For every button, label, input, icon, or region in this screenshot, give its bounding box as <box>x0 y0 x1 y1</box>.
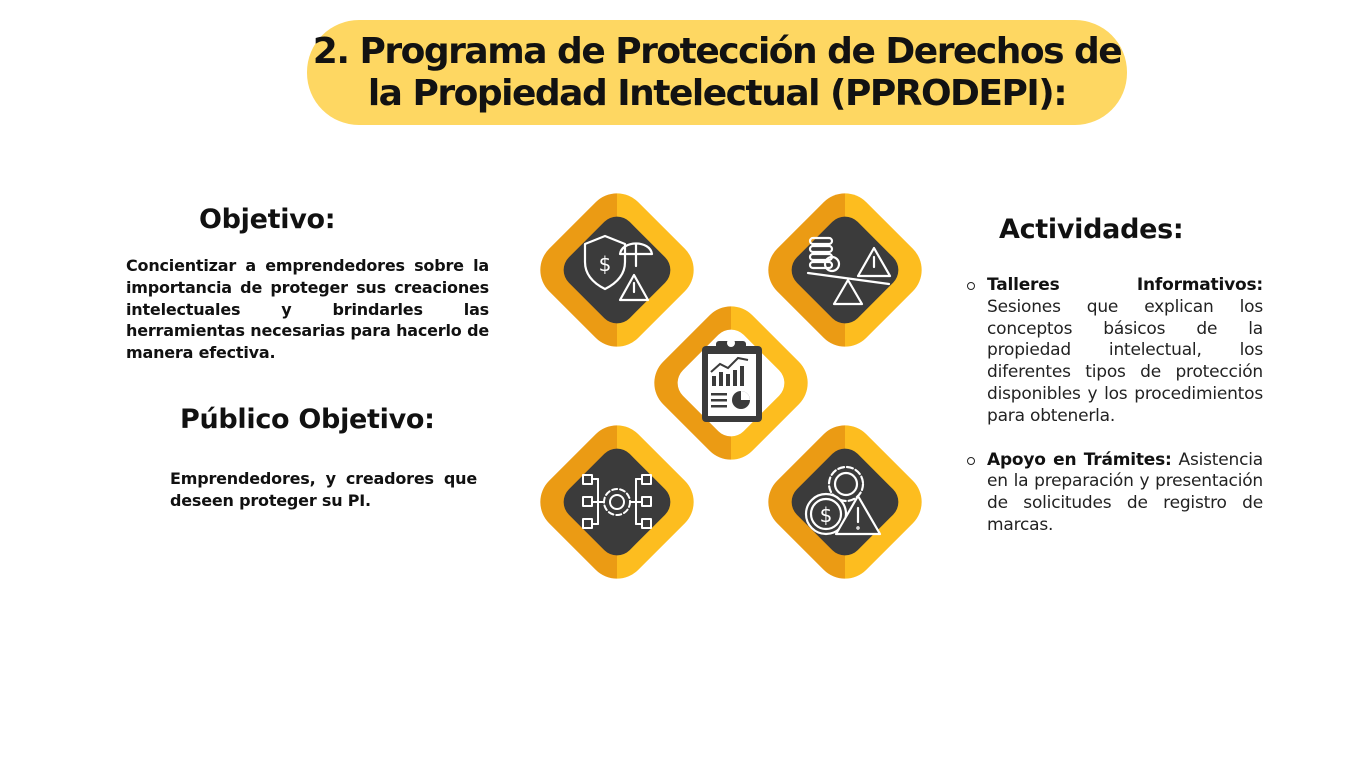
svg-text:$: $ <box>598 252 612 276</box>
diamond-top-right <box>756 181 934 359</box>
clipboard-chart-icon <box>702 339 762 422</box>
diamond-graphic <box>520 175 940 595</box>
publico-text: Emprendedores, y creadores que deseen proteger su PI. <box>170 469 477 510</box>
publico-heading: Público Objetivo: <box>180 404 435 435</box>
diamond-center <box>642 294 820 472</box>
actividades-heading: Actividades: <box>999 214 1184 245</box>
bullet-icon <box>967 457 975 465</box>
title-line-1: 2. Programa de Protección de Derechos de <box>312 30 1122 72</box>
actividad-title: Apoyo en Trámites: <box>987 449 1172 470</box>
actividad-title: Talleres Informativos: <box>987 275 1263 295</box>
actividades-list <box>964 275 1263 559</box>
actividad-item <box>964 275 1263 428</box>
objetivo-text: Concientizar a emprendedores sobre la importancia de proteger sus creaciones intelectuales y brindarles las herramientas necesarias para hacerlo de manera efectiva. <box>126 256 489 363</box>
diamond-bottom-left <box>528 413 706 591</box>
diamond-top-left <box>528 181 706 359</box>
diamond-bottom-right <box>756 413 934 591</box>
actividad-item <box>964 450 1263 537</box>
bullet-icon <box>967 282 975 290</box>
actividad-text: Asistencia en la preparación y presentación de solicitudes de registro de marcas. <box>987 449 1263 535</box>
objetivo-heading: Objetivo: <box>199 204 336 235</box>
actividad-text: Sesiones que explican los conceptos básicos de la propiedad intelectual, los diferentes tipos de protección disponibles y los procedimientos para obtenerla. <box>987 296 1263 426</box>
title-banner <box>307 20 1127 125</box>
title-line-2: la Propiedad Intelectual (PPRODEPI): <box>367 72 1067 114</box>
svg-text:$: $ <box>819 503 833 527</box>
